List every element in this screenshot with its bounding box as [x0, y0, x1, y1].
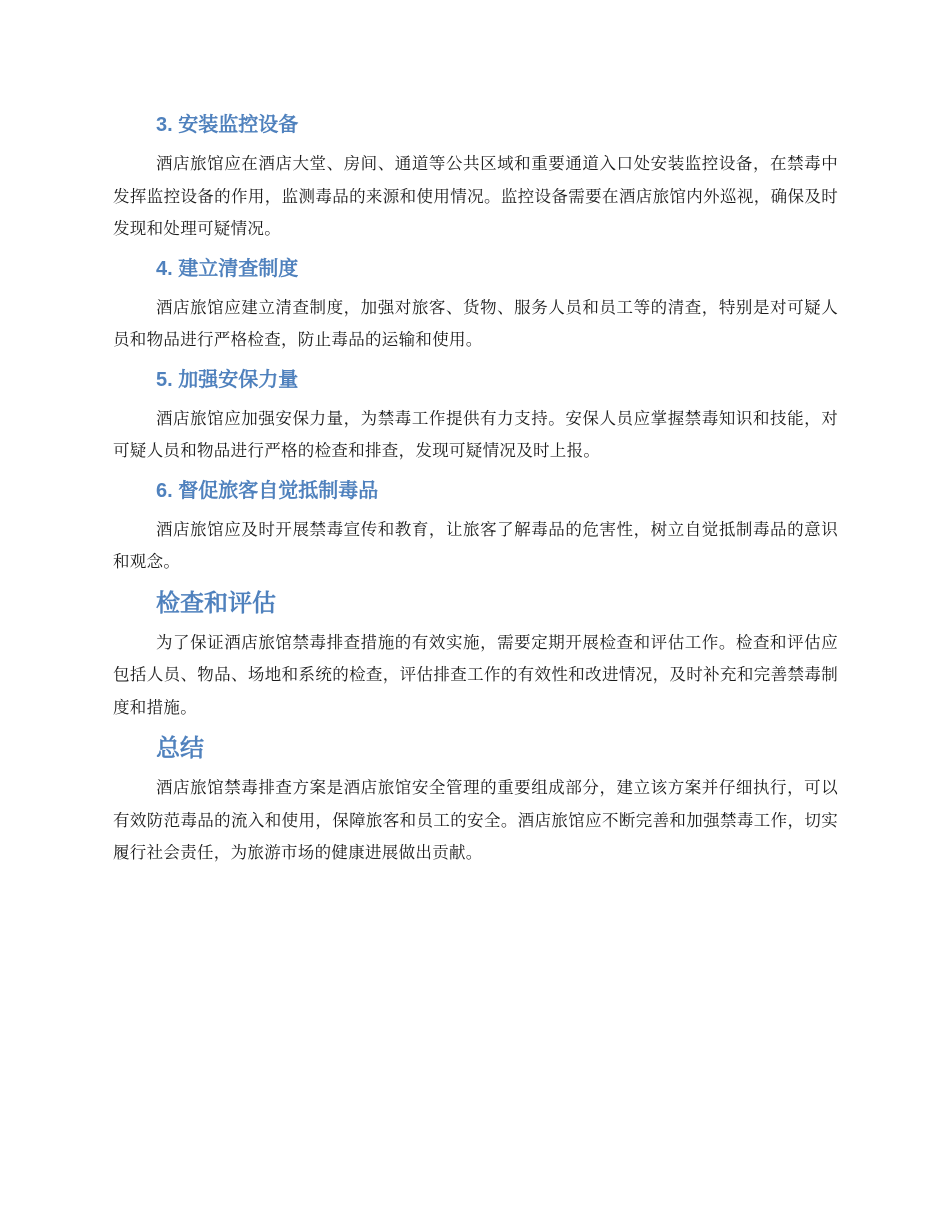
chapter-paragraph: 酒店旅馆禁毒排查方案是酒店旅馆安全管理的重要组成部分，建立该方案并仔细执行，可以有效防范毒品的流入和使用，保障旅客和员工的安全。酒店旅馆应不断完善和加强禁毒工作，切实履行社会责任，为旅游市场的健康进展做出贡献。: [113, 778, 838, 862]
section-guest-awareness: [113, 474, 838, 579]
section-heading: 6. 督促旅客自觉抵制毒品: [156, 479, 379, 502]
section-heading: 5. 加强安保力量: [156, 368, 299, 391]
section-summary: [113, 730, 838, 870]
section-inspection-evaluation: [113, 585, 838, 725]
section-heading: 4. 建立清查制度: [156, 257, 299, 280]
section-paragraph: 酒店旅馆应及时开展禁毒宣传和教育，让旅客了解毒品的危害性，树立自觉抵制毒品的意识和观念。: [113, 519, 838, 571]
section-paragraph: 酒店旅馆应建立清查制度，加强对旅客、货物、服务人员和员工等的清查，特别是对可疑人员和物品进行严格检查，防止毒品的运输和使用。: [113, 297, 838, 349]
section-paragraph: 酒店旅馆应在酒店大堂、房间、通道等公共区域和重要通道入口处安装监控设备，在禁毒中发挥监控设备的作用，监测毒品的来源和使用情况。监控设备需要在酒店旅馆内外巡视，确保及时发现和处理可疑情况。: [113, 154, 838, 238]
section-security-force: [113, 363, 838, 468]
section-inspection-system: [113, 252, 838, 357]
section-heading: 3. 安装监控设备: [156, 114, 299, 136]
chapter-heading: 总结: [156, 735, 204, 762]
chapter-heading: 检查和评估: [156, 589, 276, 617]
chapter-paragraph: 为了保证酒店旅馆禁毒排查措施的有效实施，需要定期开展检查和评估工作。检查和评估应包括人员、物品、场地和系统的检查，评估排查工作的有效性和改进情况，及时补充和完善禁毒制度和措施。: [113, 632, 838, 717]
section-install-monitoring: [113, 108, 838, 246]
document-content: [113, 108, 838, 876]
section-paragraph: 酒店旅馆应加强安保力量，为禁毒工作提供有力支持。安保人员应掌握禁毒知识和技能，对可疑人员和物品进行严格的检查和排查，发现可疑情况及时上报。: [113, 408, 838, 460]
